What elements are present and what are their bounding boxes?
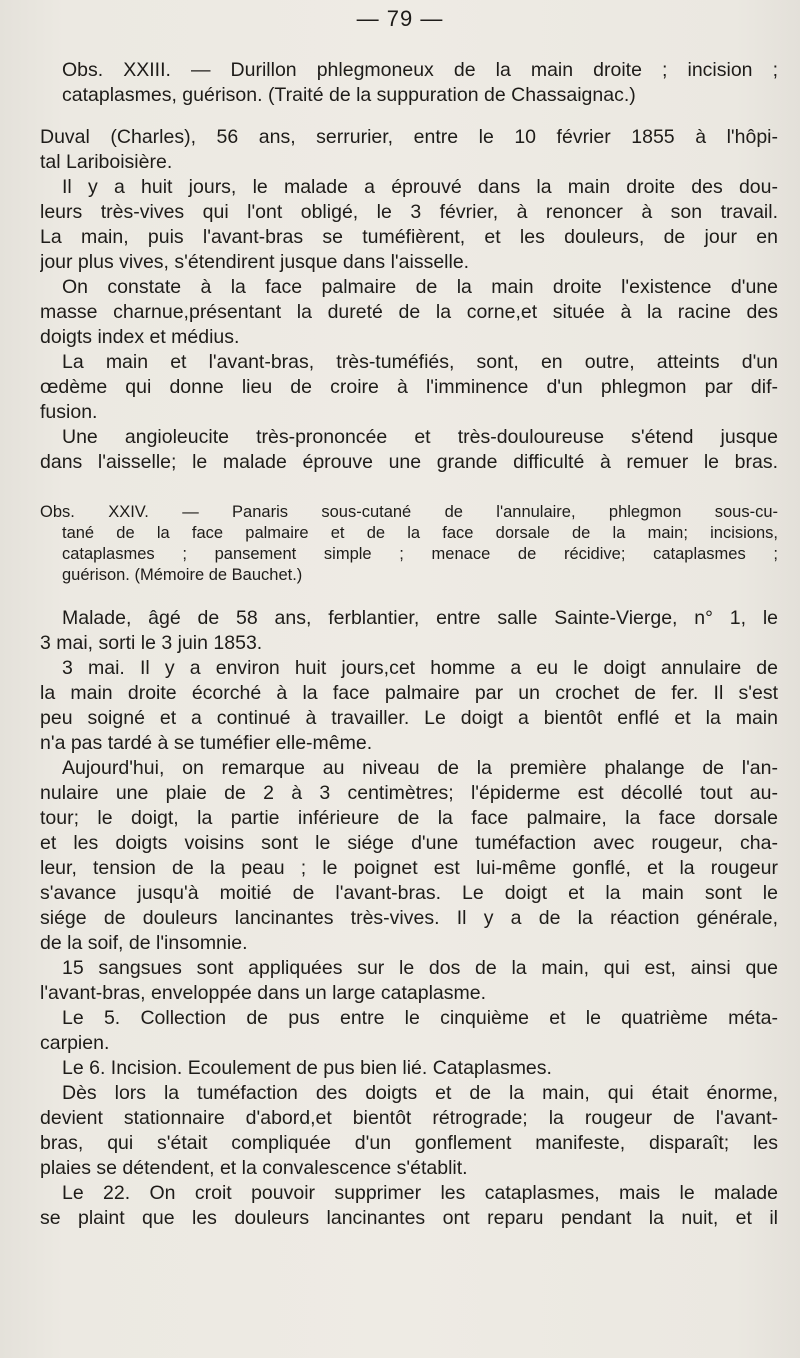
obs-23-body [40, 125, 778, 475]
obs-24-body [40, 606, 778, 1231]
obs-23-line: leurs très-vives qui l'ont obligé, le 3 février, à renoncer à son travail. [40, 201, 778, 223]
obs-23-line: doigts index et médius. [40, 326, 240, 348]
page-number: — 79 — [356, 6, 444, 31]
obs-24-line: tour; le doigt, la partie inférieure de la face palmaire, la face dorsale [40, 807, 778, 829]
obs-23-line: Il y a huit jours, le malade a éprouvé dans la main droite des dou- [62, 176, 778, 198]
obs-24-line: se plaint que les douleurs lancinantes ont reparu pendant la nuit, et il [40, 1207, 778, 1229]
obs-24-line: Le 6. Incision. Ecoulement de pus bien lié. Cataplasmes. [62, 1057, 552, 1079]
obs-24-line: carpien. [40, 1032, 110, 1054]
obs-24-heading [40, 502, 778, 586]
obs-24-line: siége de douleurs lancinantes très-vives. Il y a de la réaction générale, [40, 907, 778, 929]
obs-24-line: devient stationnaire d'abord,et bientôt rétrograde; la rougeur de l'avant- [40, 1107, 778, 1129]
obs-24-line: peu soigné et a continué à travailler. Le doigt a bientôt enflé et la main [40, 707, 778, 729]
obs-24-heading-line: Obs. XXIV. — Panaris sous-cutané de l'annulaire, phlegmon sous-cu- [40, 503, 778, 521]
obs-24-heading-line: cataplasmes ; pansement simple ; menace de récidive; cataplasmes ; [62, 545, 778, 563]
obs-24-line: bras, qui s'était compliquée d'un gonflement manifeste, disparaît; les [40, 1132, 778, 1154]
obs-23-line: tal Lariboisière. [40, 151, 173, 173]
obs-24-line: n'a pas tardé à se tuméfier elle-même. [40, 732, 373, 754]
obs-23-heading-line: cataplasmes, guérison. (Traité de la suppuration de Chassaignac.) [62, 84, 636, 106]
obs-24-line: 3 mai. Il y a environ huit jours,cet homme a eu le doigt annulaire de [62, 657, 778, 679]
obs-23-line: La main, puis l'avant-bras se tuméfièrent, et les douleurs, de jour en [40, 226, 778, 248]
obs-24-line: la main droite écorché à la face palmaire par un crochet de fer. Il s'est [40, 682, 778, 704]
obs-23-line: La main et l'avant-bras, très-tuméfiés, sont, en outre, atteints d'un [62, 351, 778, 373]
obs-23-heading-line: Obs. XXIII. — Durillon phlegmoneux de la main droite ; incision ; [62, 59, 778, 81]
obs-24-line: 15 sangsues sont appliquées sur le dos de la main, qui est, ainsi que [62, 957, 778, 979]
obs-24-line: leur, tension de la peau ; le poignet est lui-même gonflé, et la rougeur [40, 857, 778, 879]
obs-23-line: Duval (Charles), 56 ans, serrurier, entre le 10 février 1855 à l'hôpi- [40, 126, 778, 148]
obs-23-line: masse charnue,présentant la dureté de la corne,et située à la racine des [40, 301, 778, 323]
obs-23-heading [40, 58, 778, 108]
obs-23-line: dans l'aisselle; le malade éprouve une grande difficulté à remuer le bras. [40, 451, 778, 473]
obs-24-line: l'avant-bras, enveloppée dans un large cataplasme. [40, 982, 487, 1004]
obs-24-line: nulaire une plaie de 2 à 3 centimètres; l'épiderme est décollé tout au- [40, 782, 778, 804]
obs-23-line: œdème qui donne lieu de croire à l'imminence d'un phlegmon par dif- [40, 376, 778, 398]
obs-23-line: jour plus vives, s'étendirent jusque dans l'aisselle. [40, 251, 470, 273]
obs-24-heading-line: guérison. (Mémoire de Bauchet.) [62, 566, 303, 584]
obs-24-line: Malade, âgé de 58 ans, ferblantier, entre salle Sainte-Vierge, n° 1, le [62, 607, 778, 629]
obs-24-line: Le 22. On croit pouvoir supprimer les cataplasmes, mais le malade [62, 1182, 778, 1204]
obs-24-line: 3 mai, sorti le 3 juin 1853. [40, 632, 263, 654]
obs-24-heading-line: tané de la face palmaire et de la face dorsale de la main; incisions, [62, 524, 778, 542]
obs-24-line: de la soif, de l'insomnie. [40, 932, 248, 954]
obs-24-line: s'avance jusqu'à moitié de l'avant-bras. Le doigt et la main sont le [40, 882, 778, 904]
obs-24-line: Aujourd'hui, on remarque au niveau de la première phalange de l'an- [62, 757, 778, 779]
obs-23-line: Une angioleucite très-prononcée et très-douloureuse s'étend jusque [62, 426, 778, 448]
obs-23-line: fusion. [40, 401, 98, 423]
obs-23-line: On constate à la face palmaire de la main droite l'existence d'une [62, 276, 778, 298]
obs-24-line: plaies se détendent, et la convalescence s'établit. [40, 1157, 468, 1179]
obs-24-line: Le 5. Collection de pus entre le cinquième et le quatrième méta- [62, 1007, 778, 1029]
obs-24-line: Dès lors la tuméfaction des doigts et de la main, qui était énorme, [62, 1082, 778, 1104]
obs-24-line: et les doigts voisins sont le siége d'une tuméfaction avec rougeur, cha- [40, 832, 778, 854]
